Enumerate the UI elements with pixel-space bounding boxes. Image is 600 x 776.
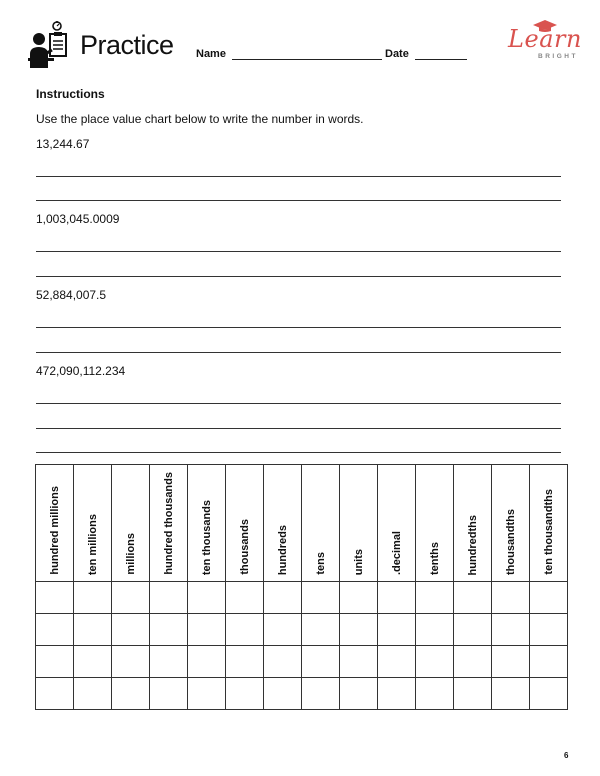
page-number: 6 — [564, 751, 569, 760]
table-cell[interactable] — [454, 582, 492, 614]
table-cell[interactable] — [302, 582, 340, 614]
table-cell[interactable] — [492, 678, 530, 710]
table-cell[interactable] — [74, 646, 112, 678]
instructions-heading: Instructions — [36, 87, 105, 101]
table-cell[interactable] — [36, 614, 74, 646]
table-cell[interactable] — [36, 582, 74, 614]
table-cell[interactable] — [188, 614, 226, 646]
place-value-chart — [35, 464, 568, 710]
table-cell[interactable] — [112, 582, 150, 614]
column-header: hundred thousands — [150, 465, 188, 582]
table-cell[interactable] — [264, 678, 302, 710]
table-cell[interactable] — [150, 646, 188, 678]
answer-line[interactable] — [36, 200, 561, 201]
table-row — [36, 614, 568, 646]
table-cell[interactable] — [454, 678, 492, 710]
column-header: hundreds — [264, 465, 302, 582]
header — [0, 0, 600, 80]
student-worksheet-icon — [28, 20, 74, 70]
table-cell[interactable] — [36, 678, 74, 710]
table-cell[interactable] — [264, 582, 302, 614]
table-cell[interactable] — [378, 614, 416, 646]
answer-line[interactable] — [36, 251, 561, 252]
table-cell[interactable] — [416, 582, 454, 614]
column-header: ten thousands — [188, 465, 226, 582]
answer-line[interactable] — [36, 428, 561, 429]
problem-number-2: 1,003,045.0009 — [36, 212, 120, 226]
table-row — [36, 646, 568, 678]
column-header: millions — [112, 465, 150, 582]
column-header: hundredths — [454, 465, 492, 582]
column-header: thousandths — [492, 465, 530, 582]
table-row — [36, 582, 568, 614]
answer-line[interactable] — [36, 403, 561, 404]
table-cell[interactable] — [150, 614, 188, 646]
table-cell[interactable] — [302, 646, 340, 678]
table-cell[interactable] — [226, 614, 264, 646]
table-cell[interactable] — [530, 582, 568, 614]
column-header: tenths — [416, 465, 454, 582]
date-blank-line[interactable] — [415, 49, 467, 60]
table-cell[interactable] — [378, 678, 416, 710]
column-header: hundred millions — [36, 465, 74, 582]
table-cell[interactable] — [340, 582, 378, 614]
answer-line[interactable] — [36, 276, 561, 277]
table-cell[interactable] — [340, 678, 378, 710]
answer-line[interactable] — [36, 176, 561, 177]
table-cell[interactable] — [416, 646, 454, 678]
name-label: Name — [196, 48, 226, 60]
table-cell[interactable] — [112, 678, 150, 710]
problem-number-1: 13,244.67 — [36, 137, 90, 151]
column-header: ten thousandths — [530, 465, 568, 582]
table-cell[interactable] — [264, 614, 302, 646]
table-cell[interactable] — [150, 582, 188, 614]
page-title: Practice — [80, 30, 174, 60]
table-cell[interactable] — [264, 646, 302, 678]
table-cell[interactable] — [378, 582, 416, 614]
problem-number-4: 472,090,112.234 — [36, 364, 126, 378]
table-cell[interactable] — [226, 678, 264, 710]
table-cell[interactable] — [530, 646, 568, 678]
table-row — [36, 678, 568, 710]
table-cell[interactable] — [74, 614, 112, 646]
table-cell[interactable] — [530, 678, 568, 710]
column-header: .decimal — [378, 465, 416, 582]
table-cell[interactable] — [74, 582, 112, 614]
table-cell[interactable] — [188, 678, 226, 710]
instructions-text: Use the place value chart below to write the number in words. — [36, 112, 364, 126]
table-cell[interactable] — [302, 614, 340, 646]
column-header: units — [340, 465, 378, 582]
table-cell[interactable] — [340, 614, 378, 646]
place-value-header-row — [36, 465, 568, 582]
table-cell[interactable] — [150, 678, 188, 710]
learn-bright-logo — [506, 20, 584, 70]
table-cell[interactable] — [188, 646, 226, 678]
table-cell[interactable] — [74, 678, 112, 710]
logo-subtext: BRIGHT — [538, 53, 578, 60]
date-label: Date — [385, 48, 409, 60]
table-cell[interactable] — [454, 646, 492, 678]
table-cell[interactable] — [530, 614, 568, 646]
table-cell[interactable] — [112, 646, 150, 678]
column-header: thousands — [226, 465, 264, 582]
name-field — [196, 48, 382, 60]
table-cell[interactable] — [112, 614, 150, 646]
name-blank-line[interactable] — [232, 49, 382, 60]
answer-line[interactable] — [36, 352, 561, 353]
table-cell[interactable] — [492, 582, 530, 614]
table-cell[interactable] — [378, 646, 416, 678]
date-field — [385, 48, 467, 60]
column-header: tens — [302, 465, 340, 582]
table-cell[interactable] — [302, 678, 340, 710]
table-cell[interactable] — [226, 582, 264, 614]
table-cell[interactable] — [416, 678, 454, 710]
column-header: ten millions — [74, 465, 112, 582]
answer-line[interactable] — [36, 327, 561, 328]
answer-line[interactable] — [36, 452, 561, 453]
table-cell[interactable] — [188, 582, 226, 614]
table-cell[interactable] — [492, 646, 530, 678]
logo-wordmark: Learn — [508, 25, 582, 53]
problem-number-3: 52,884,007.5 — [36, 288, 107, 302]
table-cell[interactable] — [36, 646, 74, 678]
table-cell[interactable] — [416, 614, 454, 646]
table-cell[interactable] — [226, 646, 264, 678]
table-cell[interactable] — [492, 614, 530, 646]
table-cell[interactable] — [340, 646, 378, 678]
table-cell[interactable] — [454, 614, 492, 646]
